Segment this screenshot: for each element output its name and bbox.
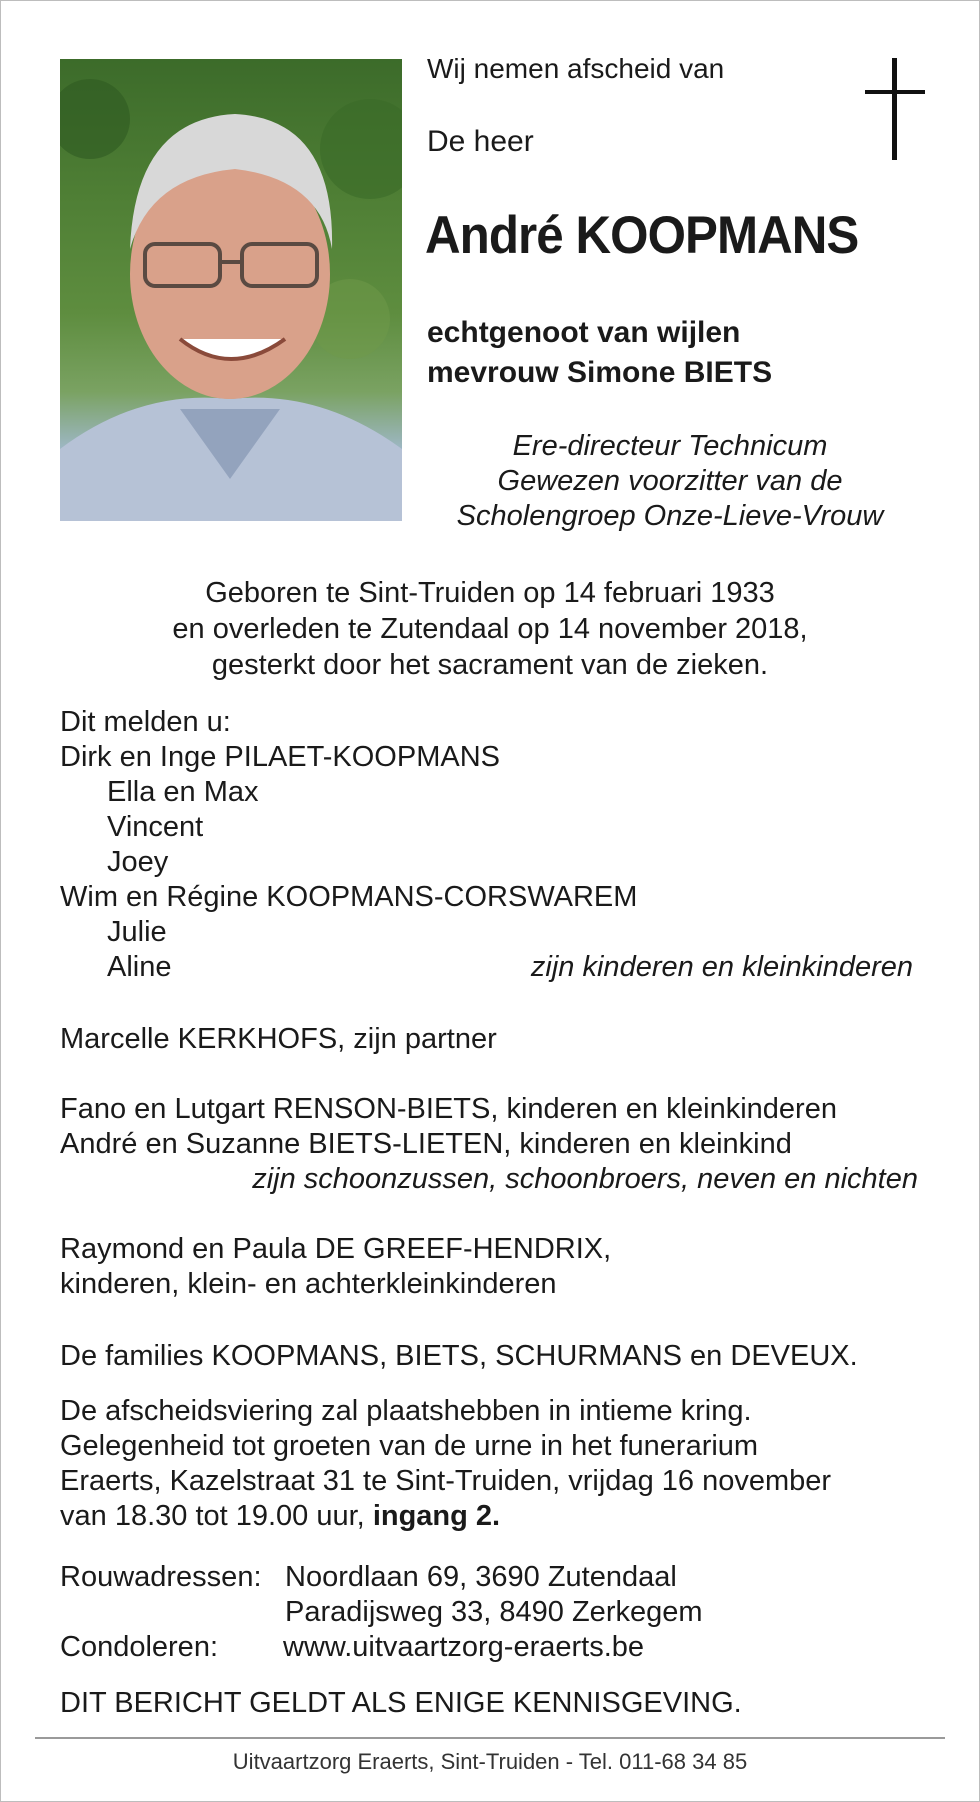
notice-line: DIT BERICHT GELDT ALS ENIGE KENNISGEVING. xyxy=(60,1687,742,1719)
inlaw-line: André en Suzanne BIETS-LIETEN, kinderen en kleinkind xyxy=(60,1128,792,1160)
ceremony-line: Eraerts, Kazelstraat 31 te Sint-Truiden, vrijdag 16 november xyxy=(60,1465,832,1497)
other-family-line: Raymond en Paula DE GREEF-HENDRIX, xyxy=(60,1233,612,1265)
ceremony-line: De afscheidsviering zal plaatshebben in intieme kring. xyxy=(60,1395,752,1427)
condole-website[interactable]: www.uitvaartzorg-eraerts.be xyxy=(283,1631,645,1663)
inlaw-note: zijn schoonzussen, schoonbroers, neven en nichten xyxy=(252,1163,918,1195)
role-line: Ere-directeur Technicum xyxy=(512,430,828,462)
families-line: De families KOOPMANS, BIETS, SCHURMANS en DEVEUX. xyxy=(60,1340,858,1372)
born-line: Geboren te Sint-Truiden op 14 februari 1933 xyxy=(205,577,775,609)
born-line: en overleden te Zutendaal op 14 november 2018, xyxy=(172,613,808,645)
family-child: Wim en Régine KOOPMANS-CORSWAREM xyxy=(60,881,638,913)
address-line: Paradijsweg 33, 8490 Zerkegem xyxy=(285,1596,703,1628)
role-line: Scholengroep Onze-Lieve-Vrouw xyxy=(456,500,884,532)
spouse-line-1: echtgenoot van wijlen xyxy=(427,316,741,349)
partner-line: Marcelle KERKHOFS, zijn partner xyxy=(60,1023,497,1055)
family-grandchild: Joey xyxy=(107,846,169,878)
role-line: Gewezen voorzitter van de xyxy=(497,465,843,497)
portrait-photo xyxy=(60,59,402,521)
birth-death-block xyxy=(60,575,920,683)
deceased-name: André KOOPMANS xyxy=(425,206,859,265)
roles-block xyxy=(427,429,913,534)
other-family-line: kinderen, klein- en achterkleinkinderen xyxy=(60,1268,557,1300)
family-grandchild: Vincent xyxy=(107,811,204,843)
honorific: De heer xyxy=(427,125,534,158)
footer-divider xyxy=(35,1737,945,1739)
footer-text: Uitvaartzorg Eraerts, Sint-Truiden - Tel. 011-68 34 85 xyxy=(232,1749,748,1774)
ceremony-time: van 18.30 tot 19.00 uur, xyxy=(60,1500,365,1532)
inlaw-line: Fano en Lutgart RENSON-BIETS, kinderen en kleinkinderen xyxy=(60,1093,837,1125)
family-grandchild: Aline xyxy=(107,951,172,983)
spouse-info xyxy=(427,313,772,393)
ceremony-entrance: ingang 2. xyxy=(372,1500,501,1532)
ceremony-line: Gelegenheid tot groeten van de urne in het funerarium xyxy=(60,1430,759,1462)
address-line: Noordlaan 69, 3690 Zutendaal xyxy=(285,1561,677,1593)
intro-text: Wij nemen afscheid van xyxy=(427,53,725,84)
portrait-illustration xyxy=(60,59,402,521)
born-line: gesterkt door het sacrament van de zieken. xyxy=(211,649,769,681)
family-child: Dirk en Inge PILAET-KOOPMANS xyxy=(60,741,500,773)
family-grandchild: Ella en Max xyxy=(107,776,259,808)
children-note: zijn kinderen en kleinkinderen xyxy=(530,951,913,983)
family-heading: Dit melden u: xyxy=(60,706,231,738)
condole-label: Condoleren: xyxy=(60,1631,218,1663)
family-grandchild: Julie xyxy=(107,916,167,948)
spouse-line-2: mevrouw Simone BIETS xyxy=(427,356,773,389)
address-label: Rouwadressen: xyxy=(60,1561,262,1593)
cross-icon xyxy=(865,58,925,160)
ceremony-line xyxy=(60,1500,500,1533)
